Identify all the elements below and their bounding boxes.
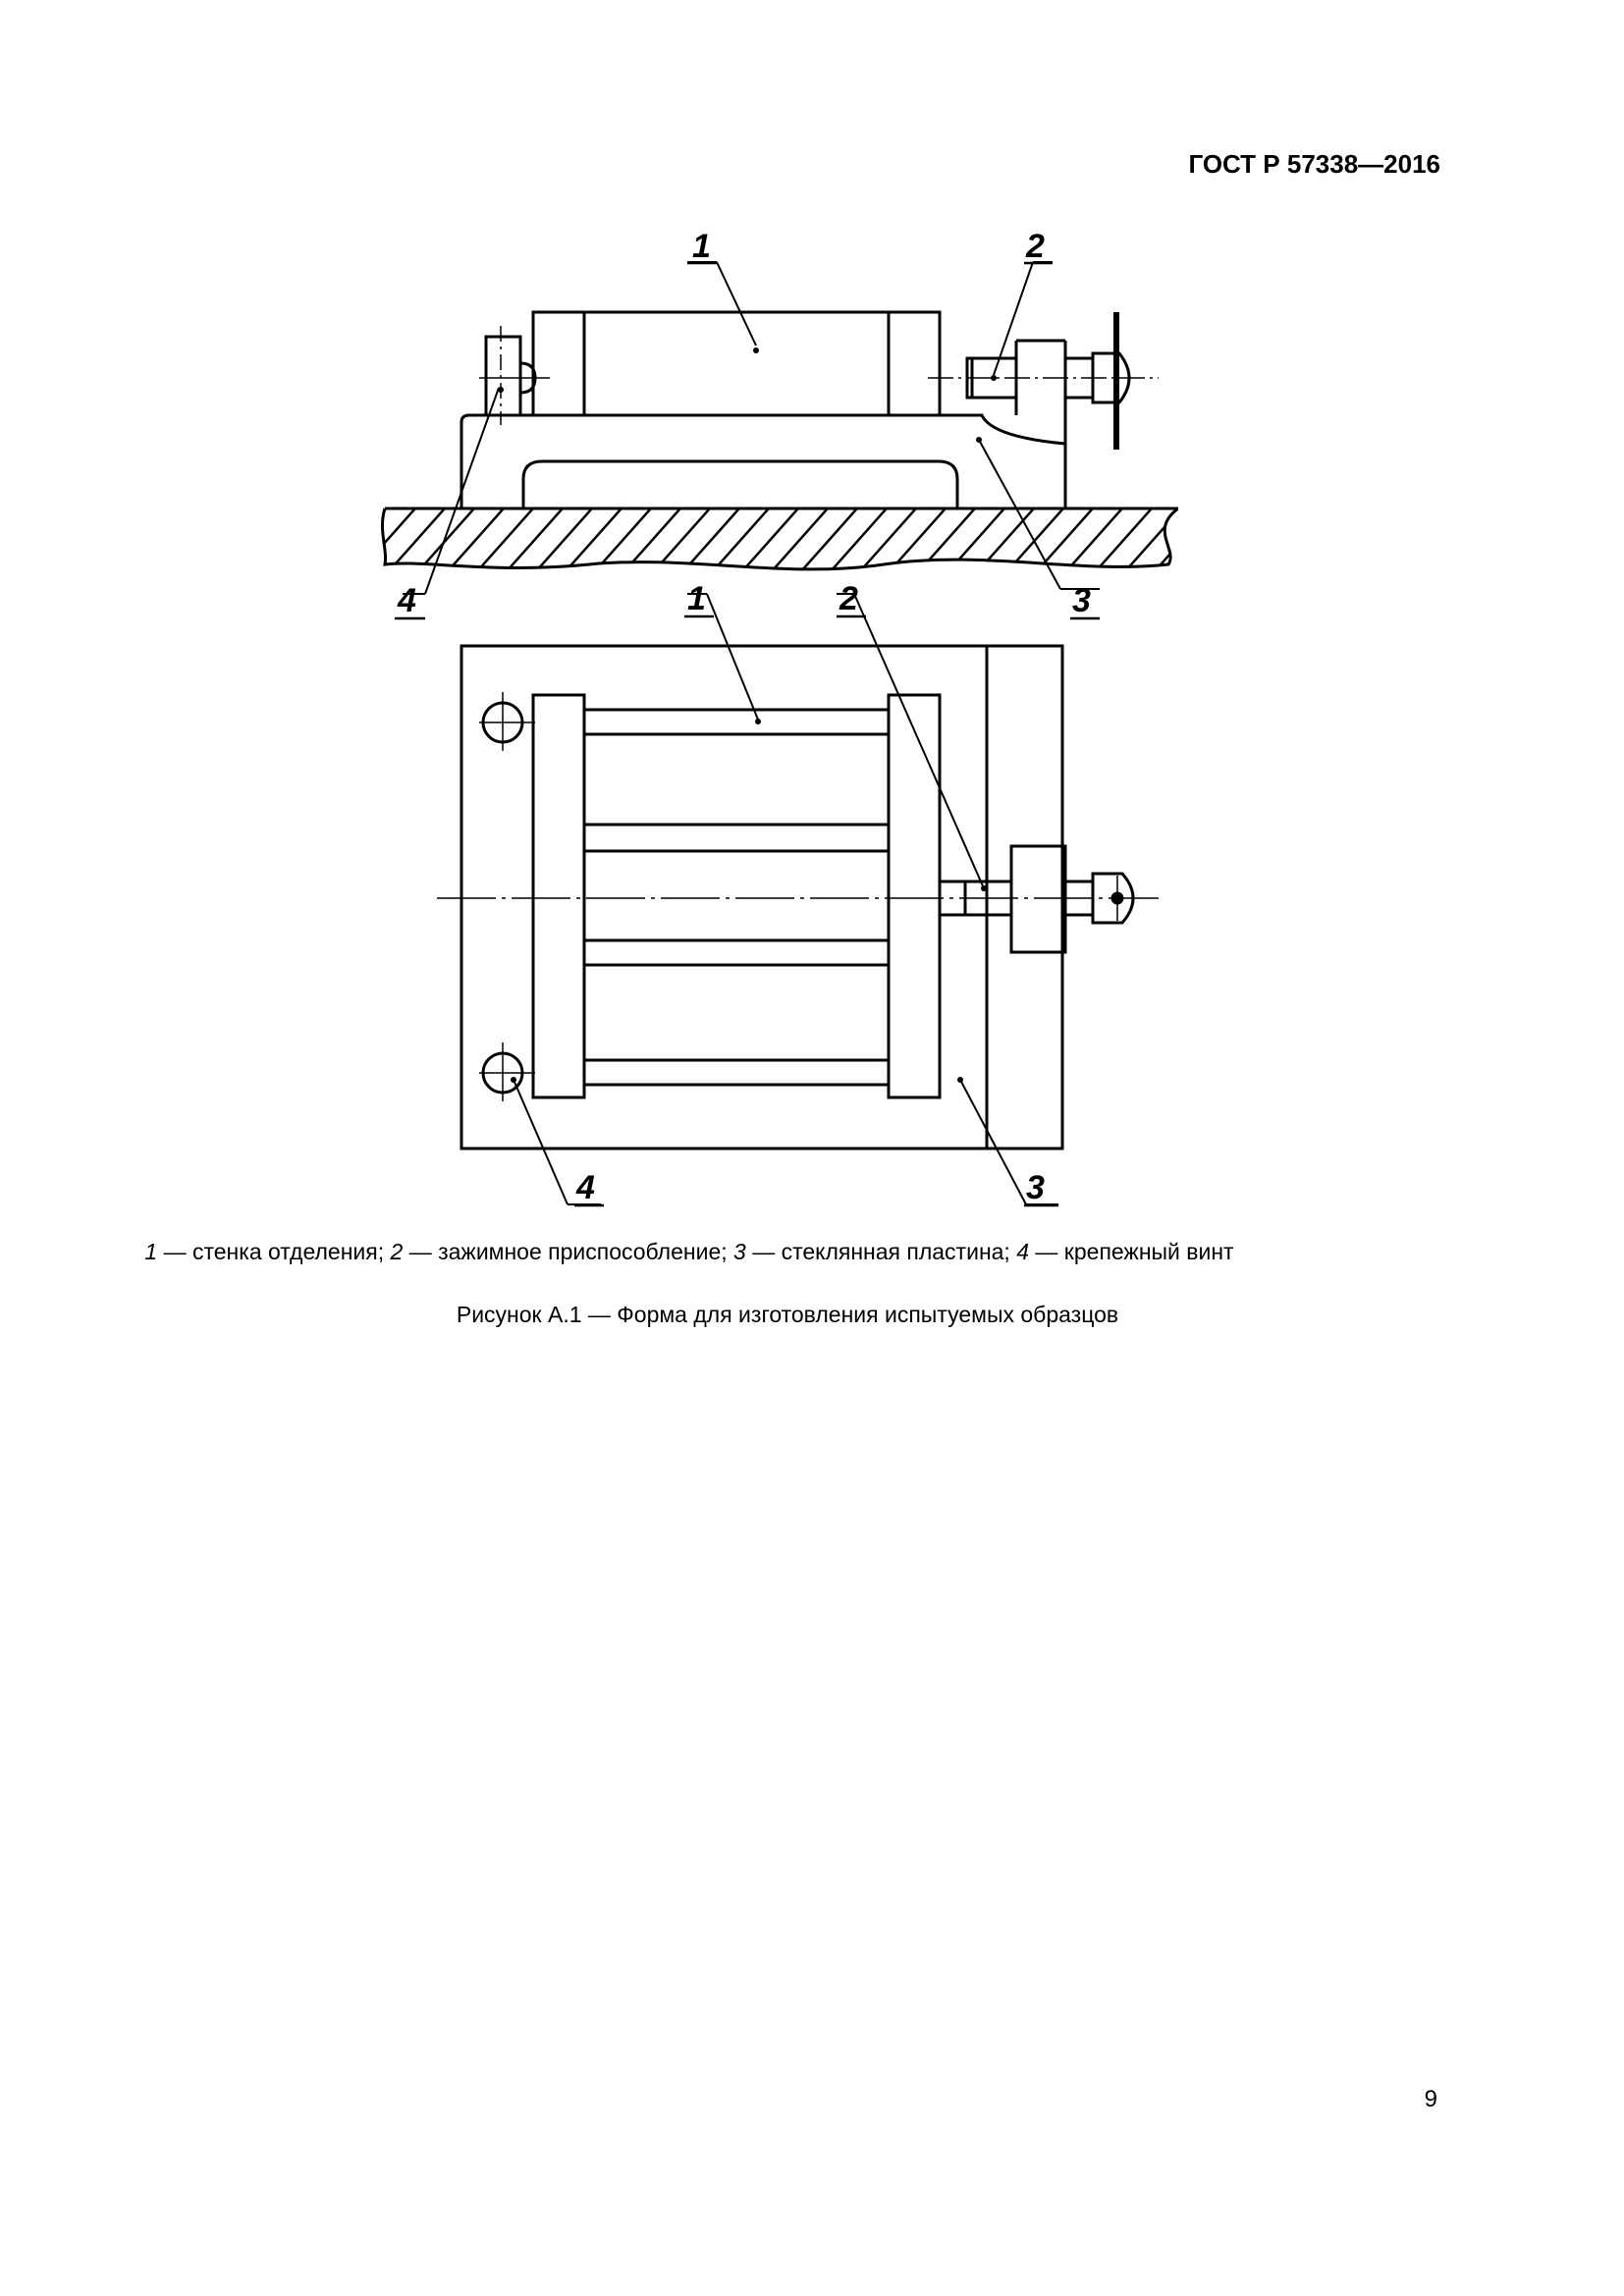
clamp-device-plan: [940, 846, 1133, 952]
hatch-line: [1080, 501, 1159, 589]
hatch-line: [491, 501, 569, 589]
glass-plate-recess: [523, 461, 957, 508]
callout-label-3-plan: 3: [1026, 1169, 1045, 1206]
hatch-line: [697, 501, 776, 589]
fixing-screw-top: [479, 692, 535, 751]
hatch-line: [903, 501, 982, 589]
callout-label-3-side: 3: [1072, 582, 1091, 619]
legend-num-2: 2: [390, 1239, 404, 1264]
base-table-hatched: [363, 501, 1178, 589]
mold-drawing-figure: [363, 216, 1178, 1227]
hatch-line: [1051, 501, 1129, 589]
hatch-line: [874, 501, 952, 589]
fixing-screw-bottom: [479, 1042, 535, 1101]
legend-num-3: 3: [733, 1239, 746, 1264]
compartment-wall-side: [533, 312, 940, 415]
compartment-wall-right: [889, 695, 940, 1097]
callout-label-2-side: 2: [1026, 228, 1045, 265]
hatch-line: [992, 501, 1070, 589]
hatch-line: [844, 501, 923, 589]
hatch-line: [520, 501, 599, 589]
figure-legend: [0, 1239, 1379, 1265]
callout-label-2-plan: 2: [839, 580, 858, 617]
hatch-line: [550, 501, 628, 589]
legend-text-3: — стеклянная пластина;: [745, 1239, 1017, 1264]
glass-plate-plan: [461, 646, 1062, 1148]
side-view: [363, 312, 1178, 589]
hatch-line: [1021, 501, 1100, 589]
hatch-line: [638, 501, 717, 589]
plan-view: [437, 646, 1159, 1148]
document-header: ГОСТ Р 57338—2016: [1188, 149, 1440, 179]
legend-text-2: — зажимное приспособление;: [403, 1239, 734, 1264]
hatch-line: [962, 501, 1041, 589]
page-number: 9: [1424, 2086, 1437, 2112]
callout-label-1-plan: 1: [687, 580, 706, 617]
hatch-line: [461, 501, 540, 589]
hatch-line: [668, 501, 746, 589]
legend-text-1: — стенка отделения;: [157, 1239, 391, 1264]
callout-label-4-side: 4: [398, 582, 416, 619]
hatch-line: [933, 501, 1011, 589]
legend-num-1: 1: [144, 1239, 158, 1264]
hatch-line: [815, 501, 893, 589]
hatch-line: [785, 501, 864, 589]
figure-caption: Рисунок А.1 — Форма для изготовления испытуемых образцов: [456, 1302, 1119, 1327]
hatch-line: [609, 501, 687, 589]
legend-num-4: 4: [1016, 1239, 1030, 1264]
clamp-device-side: [928, 312, 1159, 450]
legend-text-4: — крепежный винт: [1029, 1239, 1234, 1264]
hatch-line: [756, 501, 835, 589]
compartment-walls-cross: [584, 710, 889, 1085]
callout-label-4-plan: 4: [576, 1169, 595, 1206]
compartment-wall-left: [533, 695, 584, 1097]
hatch-line: [432, 501, 511, 589]
callout-label-1-side: 1: [692, 228, 711, 265]
hatch-line: [727, 501, 805, 589]
hatch-line: [579, 501, 658, 589]
